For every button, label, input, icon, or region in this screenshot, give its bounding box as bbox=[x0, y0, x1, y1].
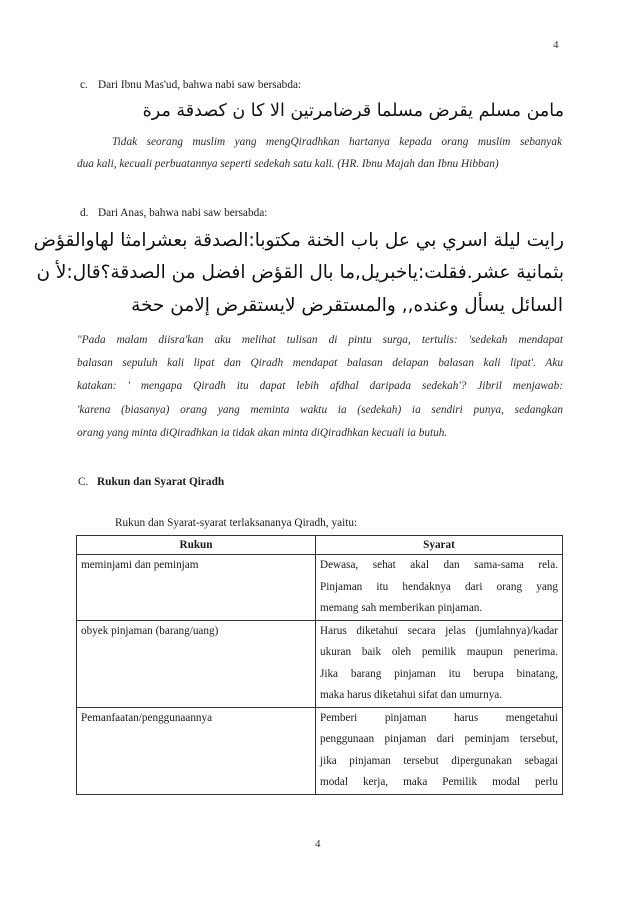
syarat-line: Dewasa, sehat akal dan sama-sama rela. bbox=[320, 559, 558, 571]
syarat-line: modal kerja, maka Pemilik modal perlu bbox=[320, 776, 558, 788]
item-d-label: d. bbox=[80, 207, 89, 219]
table-header-rukun: Rukun bbox=[77, 536, 316, 555]
item-c-text: Dari Ibnu Mas'ud, bahwa nabi saw bersabda: bbox=[98, 79, 302, 91]
item-d-translation-line-3: katakan: ' mengapa Qiradh itu dapat lebih afdhal daripada sedekah'? Jibril menjawab: bbox=[77, 380, 563, 392]
syarat-line: memang sah memberikan pinjaman. bbox=[320, 602, 483, 614]
item-d-translation-line-2: balasan sepuluh kali lipat dan Qiradh mendapat balasan delapan balasan kali lipat'. Aku bbox=[77, 357, 563, 369]
item-d-text: Dari Anas, bahwa nabi saw bersabda: bbox=[98, 207, 268, 219]
syarat-line: penggunaan pinjaman dari peminjam tersebut, bbox=[320, 733, 558, 745]
section-c-title: Rukun dan Syarat Qiradh bbox=[97, 476, 225, 488]
item-d-translation-line-4: 'karena (biasanya) orang yang meminta waktu ia (sedekah) ia sendiri punya, sedangkan bbox=[77, 404, 563, 416]
item-d-arabic-line-1: رايت ليلة اسري بي عل باب الخنة مكتوبا:الصدقة بعشرامثا لهاوالقؤض bbox=[33, 230, 564, 251]
table-row bbox=[77, 707, 563, 794]
section-c-label: C. bbox=[78, 476, 89, 488]
table-header-syarat: Syarat bbox=[316, 536, 563, 555]
item-d-arabic-line-2: بثمانية عشر.فقلت:ياخبريل,ما بال القؤض افضل من الصدقة؟قال:لأ ن bbox=[36, 262, 564, 283]
syarat-line: Pemberi pinjaman harus mengetahui bbox=[320, 711, 558, 724]
page-number-top: 4 bbox=[553, 39, 559, 51]
section-c-intro: Rukun dan Syarat-syarat terlaksananya Qiradh, yaitu: bbox=[115, 517, 358, 529]
syarat-line: Pinjaman itu hendaknya dari orang yang bbox=[320, 580, 558, 593]
item-c-translation-line-2: dua kali, kecuali perbuatannya seperti sedekah satu kali. (HR. Ibnu Majah dan Ibnu Hibban) bbox=[77, 158, 499, 170]
table-cell-syarat bbox=[316, 555, 563, 621]
item-d-translation-line-5: orang yang minta diQiradhkan ia tidak akan minta diQiradhkan kecuali ia butuh. bbox=[77, 427, 448, 439]
table-header-row bbox=[77, 536, 563, 555]
page-number-bottom: 4 bbox=[315, 838, 321, 850]
item-c-translation-line-1: Tidak seorang muslim yang mengQiradhkan hartanya kepada orang muslim sebanyak bbox=[112, 136, 562, 148]
syarat-line: Jika barang pinjaman itu berupa binatang, bbox=[320, 667, 558, 680]
table-row bbox=[77, 555, 563, 621]
table-row bbox=[77, 620, 563, 707]
rukun-syarat-table bbox=[76, 535, 563, 795]
syarat-line: maka harus diketahui sifat dan umurnya. bbox=[320, 689, 503, 701]
item-c-label: c. bbox=[80, 79, 88, 91]
table-cell-rukun: meminjami dan peminjam bbox=[77, 555, 316, 621]
item-c-arabic: مامن مسلم يقرض مسلما قرضامرتين الا كا ن كصدقة مرة bbox=[142, 101, 564, 121]
table-cell-rukun: obyek pinjaman (barang/uang) bbox=[77, 620, 316, 707]
table-cell-syarat bbox=[316, 620, 563, 707]
syarat-line: ukuran baik oleh pemilik maupun penerima. bbox=[320, 646, 558, 658]
table-cell-syarat bbox=[316, 707, 563, 794]
item-d-translation-line-1: "Pada malam diisra'kan aku melihat tulisan di pintu surga, tertulis: 'sedekah mendapat bbox=[77, 334, 563, 346]
syarat-line: Harus diketahui secara jelas (jumlahnya)/kadar bbox=[320, 624, 558, 637]
syarat-line: jika pinjaman tersebut dipergunakan sebagai bbox=[320, 754, 558, 767]
item-d-arabic-line-3: السائل يسأل وعنده,, والمستقرض لايستقرض إلامن حخة bbox=[131, 295, 563, 316]
table-cell-rukun: Pemanfaatan/penggunaannya bbox=[77, 707, 316, 794]
